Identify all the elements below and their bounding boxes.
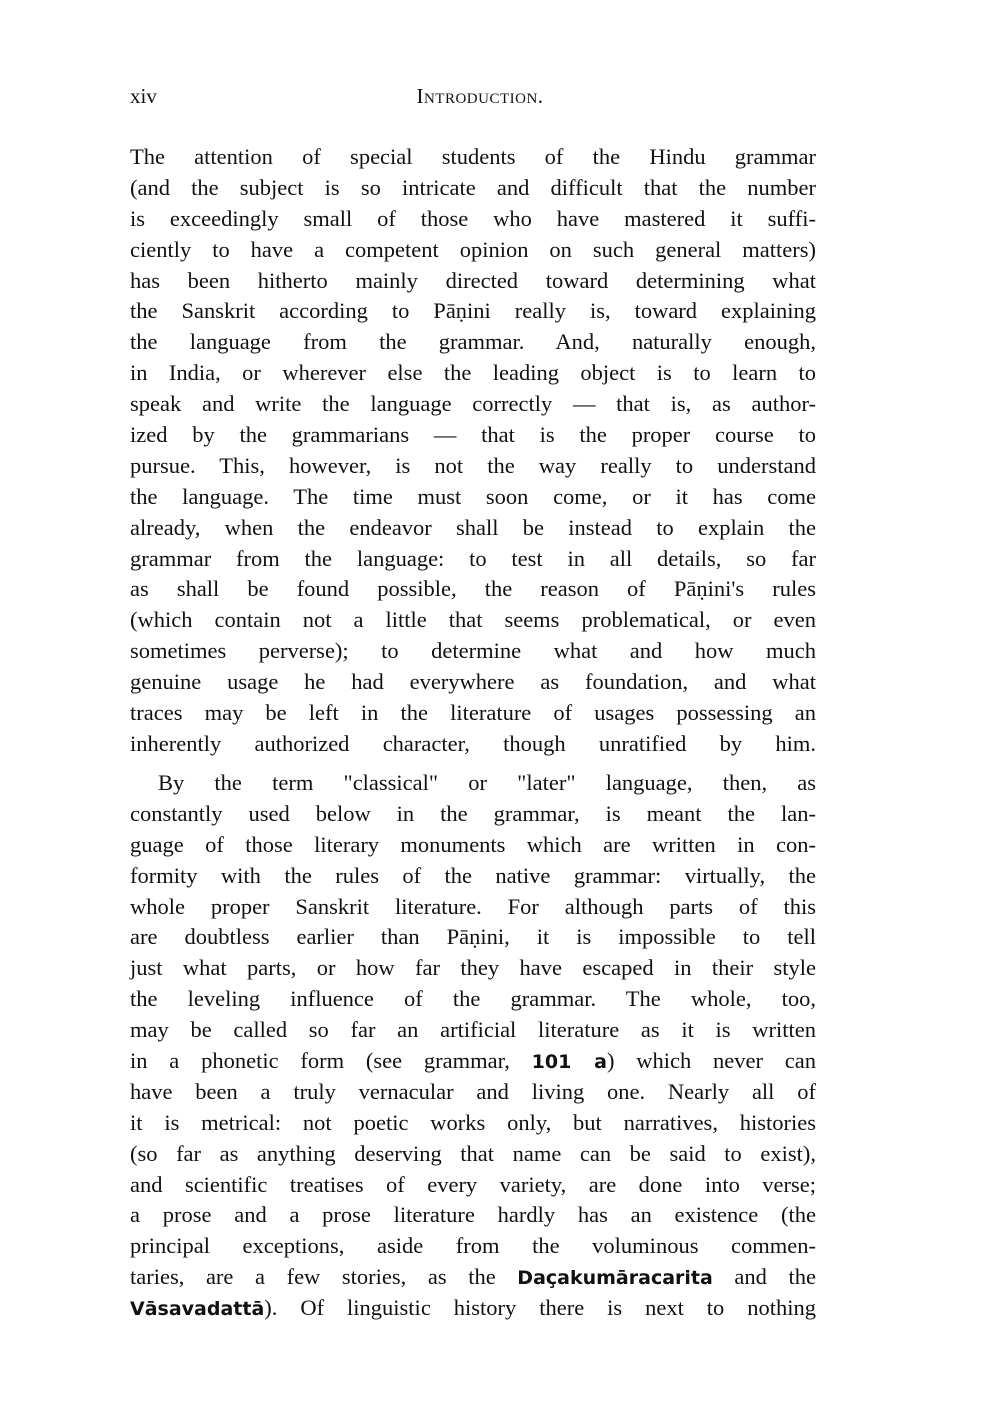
text-run: the language. The time must soon come, or it has come: [130, 483, 816, 509]
text-line: [130, 1046, 816, 1077]
text-line: [130, 204, 816, 235]
text-line: [130, 636, 816, 667]
text-line: [130, 1139, 816, 1170]
text-run: it is metrical: not poetic works only, but narratives, histories: [130, 1109, 816, 1135]
text-line: [130, 358, 816, 389]
text-run: speak and write the language correctly — that is, as author-: [130, 391, 816, 417]
running-head: Introduction.: [416, 84, 544, 108]
text-line: [130, 327, 816, 358]
text-run: sometimes perverse); to determine what and how much: [130, 638, 816, 664]
text-run: (which contain not a little that seems problematical, or even: [130, 607, 816, 633]
text-line: [130, 1108, 816, 1139]
bold-text: 101 a: [531, 1051, 607, 1074]
text-run: The attention of special students of the Hindu grammar: [130, 144, 816, 169]
text-run: in a phonetic form (see grammar,: [130, 1048, 532, 1074]
text-run: genuine usage he had everywhere as foundation, and what: [130, 669, 816, 695]
text-line: [130, 1015, 816, 1046]
text-run: the leveling influence of the grammar. The whole, too,: [130, 986, 816, 1012]
text-run: grammar from the language: to test in all details, so far: [130, 545, 816, 571]
text-line: [130, 574, 816, 605]
text-run: whole proper Sanskrit literature. For although parts of this: [130, 893, 816, 919]
text-line: [130, 1231, 816, 1262]
text-run: the language from the grammar. And, naturally enough,: [130, 329, 816, 355]
text-line: [130, 768, 816, 799]
text-run: ized by the grammarians — that is the proper course to: [130, 422, 816, 448]
text-run: ). Of linguistic history there is next to nothing: [264, 1295, 816, 1321]
text-line: [130, 266, 816, 297]
text-run: constantly used below in the grammar, is meant the lan-: [130, 800, 816, 826]
text-run: taries, are a few stories, as the: [130, 1264, 518, 1290]
text-line: [130, 953, 816, 984]
text-run: as shall be found possible, the reason of Pāṇini's rules: [130, 576, 816, 602]
text-run: traces may be left in the literature of usages possessing an: [130, 700, 816, 726]
text-line: [130, 235, 816, 266]
text-line: [130, 389, 816, 420]
text-run: is exceedingly small of those who have mastered it suffi-: [130, 205, 816, 231]
text-line: [130, 799, 816, 830]
text-run: principal exceptions, aside from the voluminous commen-: [130, 1233, 816, 1259]
text-line: [130, 451, 816, 482]
paragraph-1: [130, 142, 816, 760]
text-line: [130, 1077, 816, 1108]
text-line: [130, 892, 816, 923]
text-run: has been hitherto mainly directed toward determining what: [130, 267, 816, 293]
text-run: (and the subject is so intricate and difficult that the number: [130, 174, 816, 200]
text-line: [130, 296, 816, 327]
text-run: and scientific treatises of every variety, are done into verse;: [130, 1171, 816, 1197]
page-number: xiv: [130, 84, 157, 108]
text-line: [130, 984, 816, 1015]
text-line: [130, 605, 816, 636]
text-line: [130, 1293, 816, 1324]
bold-text: Vāsavadattā: [130, 1298, 265, 1321]
text-run: ) which never can: [606, 1048, 817, 1074]
paragraph-2: [130, 768, 816, 1324]
text-run: have been a truly vernacular and living one. Nearly all of: [130, 1078, 816, 1104]
text-run: already, when the endeavor shall be instead to explain the: [130, 514, 816, 540]
text-line: [130, 1170, 816, 1201]
text-line: [130, 142, 816, 173]
text-run: the Sanskrit according to Pāṇini really is, toward explaining: [130, 298, 816, 324]
text-line: [130, 830, 816, 861]
text-line: [130, 729, 816, 760]
text-line: [130, 513, 816, 544]
text-line: [130, 482, 816, 513]
text-line: [130, 667, 816, 698]
text-line: [130, 1200, 816, 1231]
text-run: in India, or wherever else the leading object is to learn to: [130, 360, 816, 386]
text-line: [130, 922, 816, 953]
text-line: [130, 698, 816, 729]
text-line: [130, 544, 816, 575]
text-run: formity with the rules of the native grammar: virtually, the: [130, 862, 816, 888]
bold-text: Daçakumāracarita: [517, 1267, 713, 1290]
text-run: are doubtless earlier than Pāṇini, it is impossible to tell: [130, 924, 816, 950]
text-run: By the term "classical" or "later" language, then, as: [158, 770, 816, 795]
text-run: pursue. This, however, is not the way really to understand: [130, 452, 816, 478]
text-run: guage of those literary monuments which are written in con-: [130, 831, 816, 857]
text-line: [130, 173, 816, 204]
text-line: [130, 1262, 816, 1293]
text-run: and the: [712, 1264, 816, 1290]
text-run: a prose and a prose literature hardly has an existence (the: [130, 1202, 816, 1228]
text-run: inherently authorized character, though unratified by him.: [130, 730, 816, 756]
text-line: [130, 420, 816, 451]
text-line: [130, 861, 816, 892]
text-run: (so far as anything deserving that name can be said to exist),: [130, 1140, 816, 1166]
text-run: may be called so far an artificial literature as it is written: [130, 1017, 816, 1043]
text-run: ciently to have a competent opinion on such general matters): [130, 236, 816, 262]
text-run: just what parts, or how far they have escaped in their style: [130, 955, 816, 981]
